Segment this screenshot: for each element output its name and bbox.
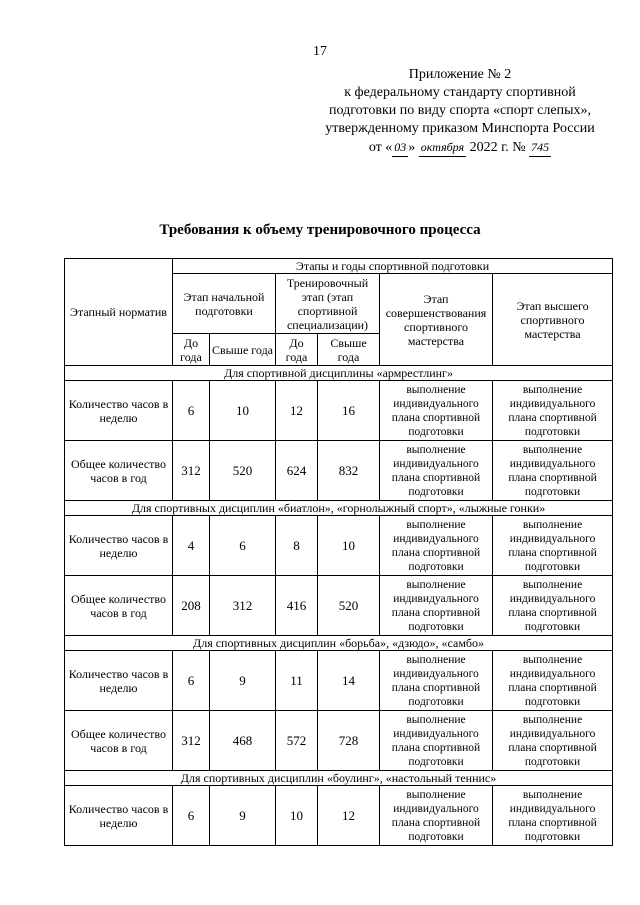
appendix-line-2: к федеральному стандарту спортивной (344, 85, 576, 100)
value-cell: 6 (173, 381, 210, 441)
plan-cell: выполнение индивидуального плана спортивной подготовки (493, 786, 613, 846)
table-row (65, 786, 613, 846)
value-cell: 312 (173, 441, 210, 501)
value-cell: 208 (173, 576, 210, 636)
row-label: Общее количество часов в год (65, 711, 173, 771)
table-row (65, 711, 613, 771)
section-heading: Для спортивных дисциплин «борьба», «дзюдо», «самбо» (65, 636, 613, 651)
initial-up-to-year: До года (173, 334, 210, 366)
value-cell: 6 (173, 786, 210, 846)
table-row (65, 441, 613, 501)
highest-stage-header: Этап высшего спортивного мастерства (493, 274, 613, 366)
initial-stage-header: Этап начальной подготовки (173, 274, 276, 334)
section-heading: Для спортивных дисциплин «биатлон», «горнолыжный спорт», «лыжные гонки» (65, 501, 613, 516)
row-label: Количество часов в неделю (65, 381, 173, 441)
appendix-line-3: подготовки по виду спорта «спорт слепых», (329, 103, 591, 118)
plan-cell: выполнение индивидуального плана спортивной подготовки (493, 651, 613, 711)
value-cell: 6 (173, 651, 210, 711)
training-over-year: Свыше года (318, 334, 380, 366)
initial-over-year: Свыше года (210, 334, 276, 366)
value-cell: 4 (173, 516, 210, 576)
value-cell: 832 (318, 441, 380, 501)
plan-cell: выполнение индивидуального плана спортивной подготовки (380, 711, 493, 771)
table-row (65, 381, 613, 441)
value-cell: 624 (276, 441, 318, 501)
section-heading: Для спортивных дисциплин «боулинг», «настольный теннис» (65, 771, 613, 786)
row-label: Общее количество часов в год (65, 441, 173, 501)
row-label: Количество часов в неделю (65, 516, 173, 576)
table-row (65, 516, 613, 576)
training-up-to-year: До года (276, 334, 318, 366)
appendix-header (300, 66, 620, 157)
stage-norm-header: Этапный норматив (65, 259, 173, 366)
value-cell: 10 (318, 516, 380, 576)
row-label: Количество часов в неделю (65, 651, 173, 711)
table-row (65, 651, 613, 711)
value-cell: 312 (210, 576, 276, 636)
plan-cell: выполнение индивидуального плана спортивной подготовки (493, 516, 613, 576)
value-cell: 520 (318, 576, 380, 636)
plan-cell: выполнение индивидуального плана спортивной подготовки (493, 711, 613, 771)
row-label: Количество часов в неделю (65, 786, 173, 846)
appendix-date-line: от « 03 » октября 2022 г. № 745 (368, 140, 550, 155)
plan-cell: выполнение индивидуального плана спортивной подготовки (380, 441, 493, 501)
value-cell: 9 (210, 651, 276, 711)
appendix-title: Приложение № 2 (408, 67, 512, 82)
value-cell: 8 (276, 516, 318, 576)
page-number: 17 (313, 44, 327, 59)
plan-cell: выполнение индивидуального плана спортивной подготовки (380, 651, 493, 711)
value-cell: 9 (210, 786, 276, 846)
plan-cell: выполнение индивидуального плана спортивной подготовки (380, 786, 493, 846)
table-row (65, 576, 613, 636)
plan-cell: выполнение индивидуального плана спортивной подготовки (493, 576, 613, 636)
value-cell: 416 (276, 576, 318, 636)
plan-cell: выполнение индивидуального плана спортивной подготовки (380, 576, 493, 636)
value-cell: 10 (276, 786, 318, 846)
value-cell: 12 (276, 381, 318, 441)
plan-cell: выполнение индивидуального плана спортивной подготовки (493, 381, 613, 441)
value-cell: 12 (318, 786, 380, 846)
value-cell: 520 (210, 441, 276, 501)
value-cell: 312 (173, 711, 210, 771)
training-stage-header: Тренировочный этап (этап спортивной специализации) (276, 274, 380, 334)
document-title: Требования к объему тренировочного процесса (159, 222, 481, 238)
order-month: октября (419, 138, 466, 157)
order-day: 03 (392, 138, 408, 157)
value-cell: 16 (318, 381, 380, 441)
value-cell: 572 (276, 711, 318, 771)
stages-years-header: Этапы и годы спортивной подготовки (173, 259, 613, 274)
section-heading: Для спортивной дисциплины «армрестлинг» (65, 366, 613, 381)
value-cell: 14 (318, 651, 380, 711)
value-cell: 728 (318, 711, 380, 771)
row-label: Общее количество часов в год (65, 576, 173, 636)
value-cell: 6 (210, 516, 276, 576)
appendix-line-4: утвержденному приказом Минспорта России (325, 121, 595, 136)
value-cell: 468 (210, 711, 276, 771)
order-number: 745 (529, 138, 551, 157)
improvement-stage-header: Этап совершенствования спортивного мастерства (380, 274, 493, 366)
plan-cell: выполнение индивидуального плана спортивной подготовки (380, 381, 493, 441)
requirements-table (64, 258, 613, 846)
plan-cell: выполнение индивидуального плана спортивной подготовки (380, 516, 493, 576)
plan-cell: выполнение индивидуального плана спортивной подготовки (493, 441, 613, 501)
value-cell: 11 (276, 651, 318, 711)
value-cell: 10 (210, 381, 276, 441)
